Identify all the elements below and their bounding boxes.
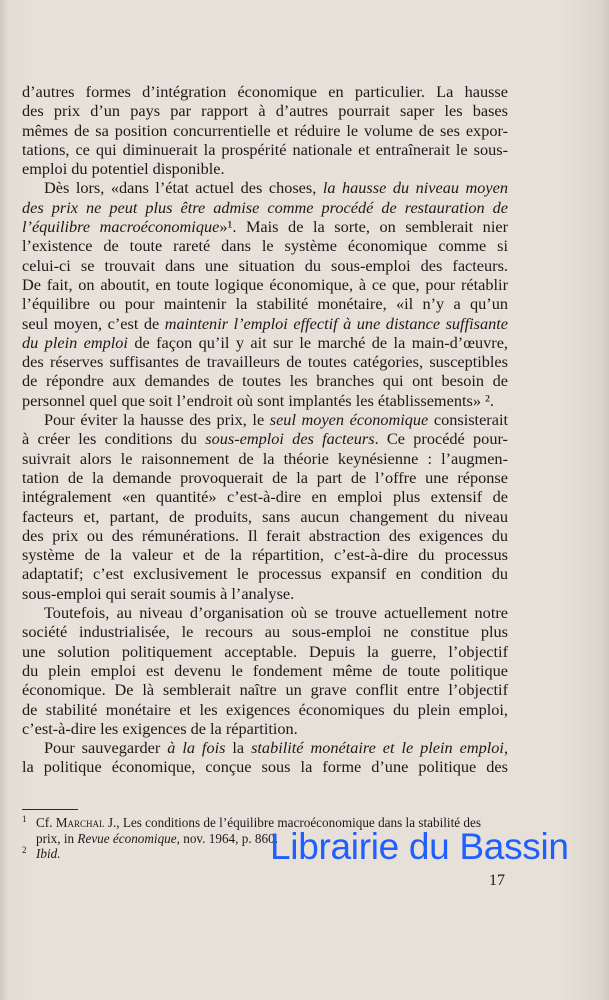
text: Toutefois, au niveau d’organisation où se trouve actuellement notre bbox=[44, 603, 508, 623]
text-line bbox=[22, 642, 508, 661]
text-line bbox=[22, 700, 508, 719]
italic-text: l’équilibre macroéconomique bbox=[22, 217, 220, 237]
text: mêmes de sa position concurrentielle et réduire le volume de ses expor- bbox=[22, 120, 508, 140]
footnote-author: Marchal bbox=[55, 815, 105, 830]
text: De fait, on aboutit, en toute logique économique, à ce que, pour rétablir bbox=[22, 274, 508, 294]
text-line bbox=[22, 738, 508, 757]
text: de façon qu’il y ait sur le marché de la main-d’œuvre, bbox=[127, 332, 508, 352]
text: système de la valeur et de la répartition, c’est-à-dire du processus bbox=[22, 545, 508, 565]
text: de stabilité monétaire et les exigences économiques du plein emploi, bbox=[22, 699, 508, 719]
italic-text: seul moyen économique bbox=[269, 410, 429, 430]
text: Dès lors, «dans l’état actuel des choses, bbox=[44, 178, 323, 198]
text: à créer les conditions du bbox=[22, 429, 206, 449]
text-line bbox=[22, 719, 508, 738]
text: consisterait bbox=[428, 410, 509, 430]
page-number: 17 bbox=[489, 872, 505, 889]
text: du plein emploi est devenu le fondement même de toute politique bbox=[22, 660, 508, 680]
italic-text: maintenir l’emploi effectif à une distance suffisante bbox=[164, 313, 508, 333]
text: personnel quel que soit l’endroit où sont implantés les établissements» ². bbox=[22, 390, 494, 410]
footnote-text: , nov. 1964, p. 860. bbox=[176, 830, 278, 846]
text: celui-ci se trouvait dans une situation du sous-emploi des facteurs. bbox=[22, 255, 508, 275]
footnote-ibid: Ibid. bbox=[36, 846, 61, 861]
footnote-separator bbox=[22, 809, 78, 810]
italic-text: à la fois bbox=[167, 738, 226, 758]
text-line bbox=[22, 275, 508, 294]
text: économique. De là semblerait naître un grave conflit entre l’objectif bbox=[22, 680, 508, 700]
footnote-text: Cf. bbox=[36, 815, 56, 830]
text-line bbox=[22, 217, 508, 236]
footnote-number: 1 bbox=[22, 814, 27, 824]
italic-text: la hausse du niveau moyen bbox=[322, 178, 509, 198]
text-line bbox=[22, 410, 508, 429]
text-line bbox=[22, 507, 508, 526]
text-line bbox=[22, 140, 508, 159]
text-line bbox=[22, 371, 508, 390]
text: , bbox=[503, 738, 509, 758]
text-line bbox=[22, 352, 508, 371]
text-line bbox=[22, 256, 508, 275]
text: Pour éviter la hausse des prix, le bbox=[44, 410, 270, 430]
italic-text: sous-emploi des facteurs bbox=[205, 429, 375, 449]
italic-text: du plein emploi bbox=[22, 332, 128, 352]
text: des réserves suffisantes de travailleurs de toutes catégories, susceptibles bbox=[22, 352, 508, 372]
italic-text: des prix ne peut plus être admise comme procédé de restauration de bbox=[22, 197, 508, 217]
text: . Ce procédé pour- bbox=[374, 429, 508, 449]
text-line bbox=[22, 333, 508, 352]
text-line bbox=[22, 487, 508, 506]
text-line bbox=[22, 757, 508, 776]
text: de répondre aux demandes de toutes les branches qui ont besoin de bbox=[22, 371, 508, 391]
text: la politique économique, conçue sous la forme d’une politique des bbox=[22, 757, 508, 777]
text: intégralement «en quantité» c’est-à-dire en emploi plus extensif de bbox=[22, 487, 508, 507]
text-line bbox=[22, 314, 508, 333]
text-line bbox=[22, 545, 508, 564]
text-line bbox=[22, 101, 508, 120]
text: adaptatif; c’est exclusivement le processus expansif en condition du bbox=[22, 564, 508, 584]
text-line bbox=[22, 121, 508, 140]
text: l’existence de toute rareté dans le système économique comme si bbox=[22, 236, 508, 256]
text: des prix ou des rémunérations. Il ferait abstraction des exigences du bbox=[22, 525, 508, 545]
footnote-number: 2 bbox=[22, 845, 27, 855]
text-line bbox=[22, 82, 508, 101]
text-line bbox=[22, 178, 508, 197]
text: une solution politiquement acceptable. Depuis la guerre, l’objectif bbox=[22, 641, 508, 661]
text-line bbox=[22, 661, 508, 680]
text: Pour sauvegarder bbox=[44, 738, 168, 758]
text: seul moyen, c’est de bbox=[22, 313, 165, 333]
text: l’équilibre ou pour maintenir la stabilité monétaire, «il n’y a qu’un bbox=[22, 294, 508, 314]
text: »¹. Mais de la sorte, on semblerait nier bbox=[219, 217, 508, 237]
text-line bbox=[22, 526, 508, 545]
body-text bbox=[22, 82, 508, 777]
text-line bbox=[22, 603, 508, 622]
text-line bbox=[22, 449, 508, 468]
text: suivrait alors le raisonnement de la théorie keynésienne : l’augmen- bbox=[22, 448, 508, 468]
text-line bbox=[22, 391, 508, 410]
text-line bbox=[22, 564, 508, 583]
text-line bbox=[22, 294, 508, 313]
text-line bbox=[22, 622, 508, 641]
text-line bbox=[22, 680, 508, 699]
text-line bbox=[22, 429, 508, 448]
text-line bbox=[22, 236, 508, 255]
text: société industrialisée, le recours au sous-emploi ne constitue plus bbox=[22, 622, 508, 642]
footnote-journal: Revue économique bbox=[77, 830, 177, 846]
text: facteurs et, partant, de produits, sans aucun changement du niveau bbox=[22, 506, 508, 526]
text: des prix d’un pays par rapport à d’autres pourrait saper les bases bbox=[22, 101, 508, 121]
text-line bbox=[22, 198, 508, 217]
italic-text: stabilité monétaire et le plein emploi bbox=[251, 738, 504, 758]
watermark: Librairie du Bassin bbox=[270, 826, 569, 867]
text: c’est-à-dire les exigences de la répartition. bbox=[22, 718, 298, 738]
text: tation de la demande provoquerait de la part de l’offre une réponse bbox=[22, 467, 508, 487]
text-line bbox=[22, 159, 508, 178]
text: emploi du potentiel disponible. bbox=[22, 159, 225, 179]
text: d’autres formes d’intégration économique en particulier. La hausse bbox=[22, 82, 508, 101]
text: la bbox=[225, 738, 252, 758]
text: sous-emploi qui serait soumis à l’analyse. bbox=[22, 583, 295, 603]
text: tations, ce qui diminuerait la prospérité nationale et entraînerait le sous- bbox=[22, 139, 508, 159]
text-line bbox=[22, 584, 508, 603]
text-line bbox=[22, 468, 508, 487]
footnote-text: J., Les conditions de l’équilibre macroéconomique dans la stabilité des prix, in bbox=[36, 815, 481, 846]
